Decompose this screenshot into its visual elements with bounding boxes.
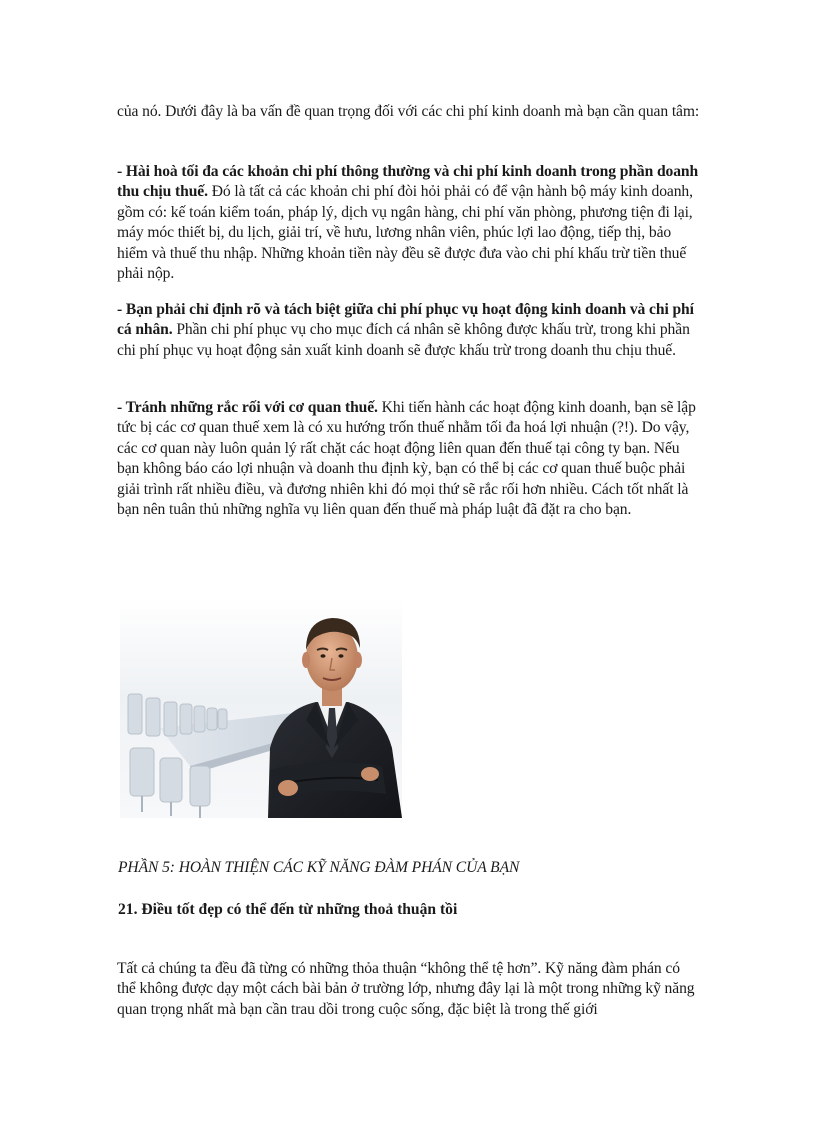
body-paragraph: Tất cả chúng ta đều đã từng có những thỏa thuận “không thể tệ hơn”. Kỹ năng đàm phán có thể không được dạy một cách bài bản ở trường lớp, nhưng đây lại là một trong những kỹ năng quan trọng nhất mà bạn cần trau dồi trong cuộc sống, đặc biệt là trong thế giới (117, 960, 695, 1018)
item-text: Khi tiến hành các hoạt động kinh doanh, bạn sẽ lập tức bị các cơ quan thuế xem là có xu hướng trốn thuế nhằm tối đa hoá lợi nhuận (?!). Do vậy, các cơ quan này luôn quản lý rất chặt các hoạt động liên quan đến thuế tại công ty bạn. Nếu bạn không báo cáo lợi nhuận và doanh thu định kỳ, bạn có thể bị các cơ quan thuế buộc phải giải trình rất nhiều điều, và đương nhiên khi đó mọi thứ sẽ rắc rối hơn nhiều. Cách tốt nhất là bạn nên tuân thủ những nghĩa vụ liên quan đến thuế mà pháp luật đã đặt ra cho bạn. (117, 399, 696, 519)
list-item (117, 398, 702, 520)
chapter-heading: 21. Điều tốt đẹp có thể đến từ những thoả thuận tồi (118, 901, 458, 918)
item-text: Đó là tất cả các khoản chi phí đòi hỏi phải có để vận hành bộ máy kinh doanh, gồm có: kế toán kiểm toán, pháp lý, dịch vụ ngân hàng, chi phí văn phòng, phương tiện đi lại, máy móc thiết bị, du lịch, giải trí, về hưu, lương nhân viên, phúc lợi lao động, tiếp thị, bảo hiểm và thuế thu nhập. Những khoản tiền này đều sẽ được đưa vào chi phí khấu trừ tiền thuế phải nộp. (117, 183, 693, 283)
section-title: PHẦN 5: HOÀN THIỆN CÁC KỸ NĂNG ĐÀM PHÁN CỦA BẠN (118, 859, 520, 876)
item-lead: - Tránh những rắc rối với cơ quan thuế. (117, 399, 378, 416)
list-item (117, 162, 702, 284)
item-text: Phần chi phí phục vụ cho mục đích cá nhân sẽ không được khấu trừ, trong khi phần chi phí phục vụ hoạt động sản xuất kinh doanh sẽ được khấu trừ trong doanh thu chịu thuế. (117, 321, 690, 359)
intro-paragraph: của nó. Dưới đây là ba vấn đề quan trọng đối với các chi phí kinh doanh mà bạn cần quan tâm: (117, 103, 700, 120)
item-lead: - Bạn phải chỉ định rõ và tách biệt giữa chi phí phục vụ hoạt động kinh doanh và chi phí cá nhân. (117, 301, 694, 339)
list-item (117, 300, 702, 361)
businessman-photo (120, 598, 402, 818)
item-lead: - Hài hoà tối đa các khoản chi phí thông thường và chi phí kinh doanh trong phần doanh thu chịu thuế. (117, 163, 699, 201)
